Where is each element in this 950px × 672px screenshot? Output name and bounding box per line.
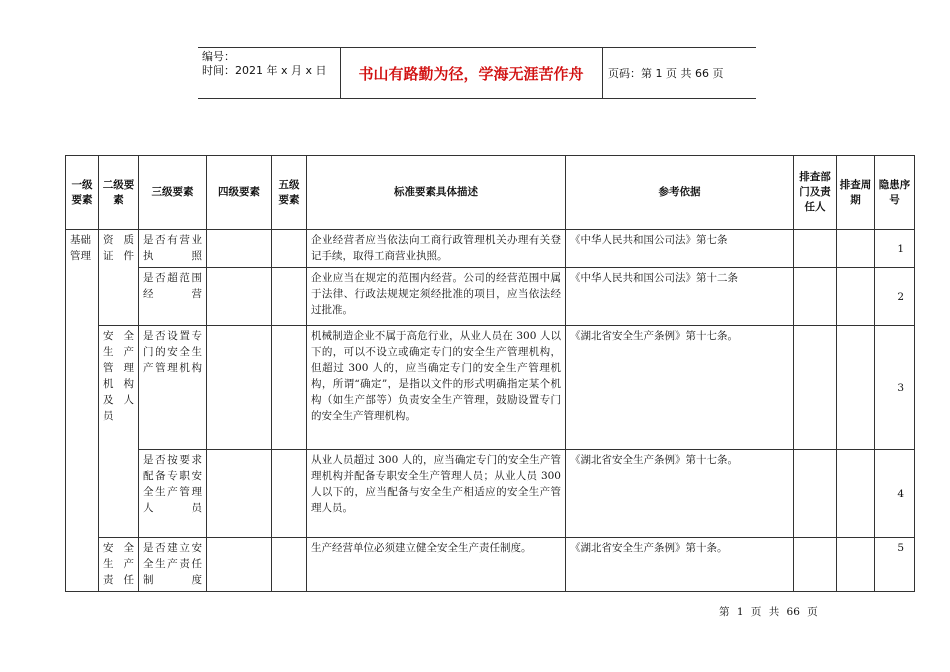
level2-cell: 安全生产管理机构及人员: [99, 326, 139, 538]
hazard-number-cell: 5: [875, 538, 915, 592]
time-label: 时间：2021 年 x 月 x 日: [202, 64, 327, 77]
level1-cell: 基础管理: [66, 230, 99, 592]
period-cell: [837, 268, 875, 326]
header-level1: 一级要素: [66, 156, 99, 230]
header-period: 排查周期: [837, 156, 875, 230]
description-cell: 从业人员超过 300 人的，应当确定专门的安全生产管理机构并配备专职安全生产管理人员；从业人员 300 人以下的，应当配备与安全生产相适应的安全生产管理人员。: [307, 450, 566, 538]
header-description: 标准要素具体描述: [307, 156, 566, 230]
header-hazard-number: 隐患序号: [875, 156, 915, 230]
level3-cell: 是否有营业执照: [139, 230, 207, 268]
level2-cell: 安全生产责任: [99, 538, 139, 592]
level3-cell: 是否设置专门的安全生产管理机构: [139, 326, 207, 450]
reference-cell: 《中华人民共和国公司法》第七条: [566, 230, 794, 268]
description-cell: 企业应当在规定的范围内经营。公司的经营范围中属于法律、行政法规规定须经批准的项目，应当依法经过批准。: [307, 268, 566, 326]
department-cell: [794, 230, 837, 268]
description-cell: 生产经营单位必须建立健全安全生产责任制度。: [307, 538, 566, 592]
table-row: [66, 326, 915, 450]
table-row: [66, 230, 915, 268]
reference-cell: 《湖北省安全生产条例》第十条。: [566, 538, 794, 592]
header-level3: 三级要素: [139, 156, 207, 230]
level5-cell: [272, 326, 307, 450]
reference-cell: 《湖北省安全生产条例》第十七条。: [566, 450, 794, 538]
header-level4: 四级要素: [207, 156, 272, 230]
level2-cell: 资质证件: [99, 230, 139, 326]
code-label: 编号：: [202, 50, 235, 63]
period-cell: [837, 538, 875, 592]
reference-cell: 《湖北省安全生产条例》第十七条。: [566, 326, 794, 450]
level5-cell: [272, 450, 307, 538]
header-reference: 参考依据: [566, 156, 794, 230]
level4-cell: [207, 326, 272, 450]
inspection-table: [65, 155, 915, 592]
hazard-number-cell: 4: [875, 450, 915, 538]
document-header: [198, 47, 756, 99]
hazard-number-cell: 2: [875, 268, 915, 326]
level3-cell: 是否按要求配备专职安全生产管理人员: [139, 450, 207, 538]
period-cell: [837, 450, 875, 538]
page-info: 页码：第 1 页 共 66 页: [608, 67, 724, 80]
level4-cell: [207, 538, 272, 592]
level4-cell: [207, 230, 272, 268]
header-level2: 二级要素: [99, 156, 139, 230]
table-header-row: [66, 156, 915, 230]
department-cell: [794, 268, 837, 326]
table-row: [66, 268, 915, 326]
department-cell: [794, 326, 837, 450]
header-level5: 五级要素: [272, 156, 307, 230]
table-row: [66, 538, 915, 592]
header-divider: [602, 48, 603, 98]
level5-cell: [272, 230, 307, 268]
level4-cell: [207, 450, 272, 538]
table-row: [66, 450, 915, 538]
reference-cell: 《中华人民共和国公司法》第十二条: [566, 268, 794, 326]
header-meta: [202, 50, 338, 78]
period-cell: [837, 230, 875, 268]
period-cell: [837, 326, 875, 450]
header-department: 排查部门及责任人: [794, 156, 837, 230]
level3-cell: 是否超范围经营: [139, 268, 207, 326]
hazard-number-cell: 1: [875, 230, 915, 268]
department-cell: [794, 538, 837, 592]
description-cell: 机械制造企业不属于高危行业，从业人员在 300 人以下的，可以不设立或确定专门的安全生产管理机构，但超过 300 人的，应当确定专门的安全生产管理机构，所谓“确定”，是指以文件的形式明确指定某个机构（如生产部等）负责安全生产管理，鼓励设置专门的安全生产管理机构。: [307, 326, 566, 450]
level3-cell: 是否建立安全生产责任制度: [139, 538, 207, 592]
hazard-number-cell: 3: [875, 326, 915, 450]
level5-cell: [272, 538, 307, 592]
header-motto: 书山有路勤为径，学海无涯苦作舟: [358, 64, 584, 83]
level4-cell: [207, 268, 272, 326]
department-cell: [794, 450, 837, 538]
level5-cell: [272, 268, 307, 326]
header-divider: [340, 48, 341, 98]
description-cell: 企业经营者应当依法向工商行政管理机关办理有关登记手续，取得工商营业执照。: [307, 230, 566, 268]
page-footer: 第 1 页 共 66 页: [719, 606, 818, 618]
